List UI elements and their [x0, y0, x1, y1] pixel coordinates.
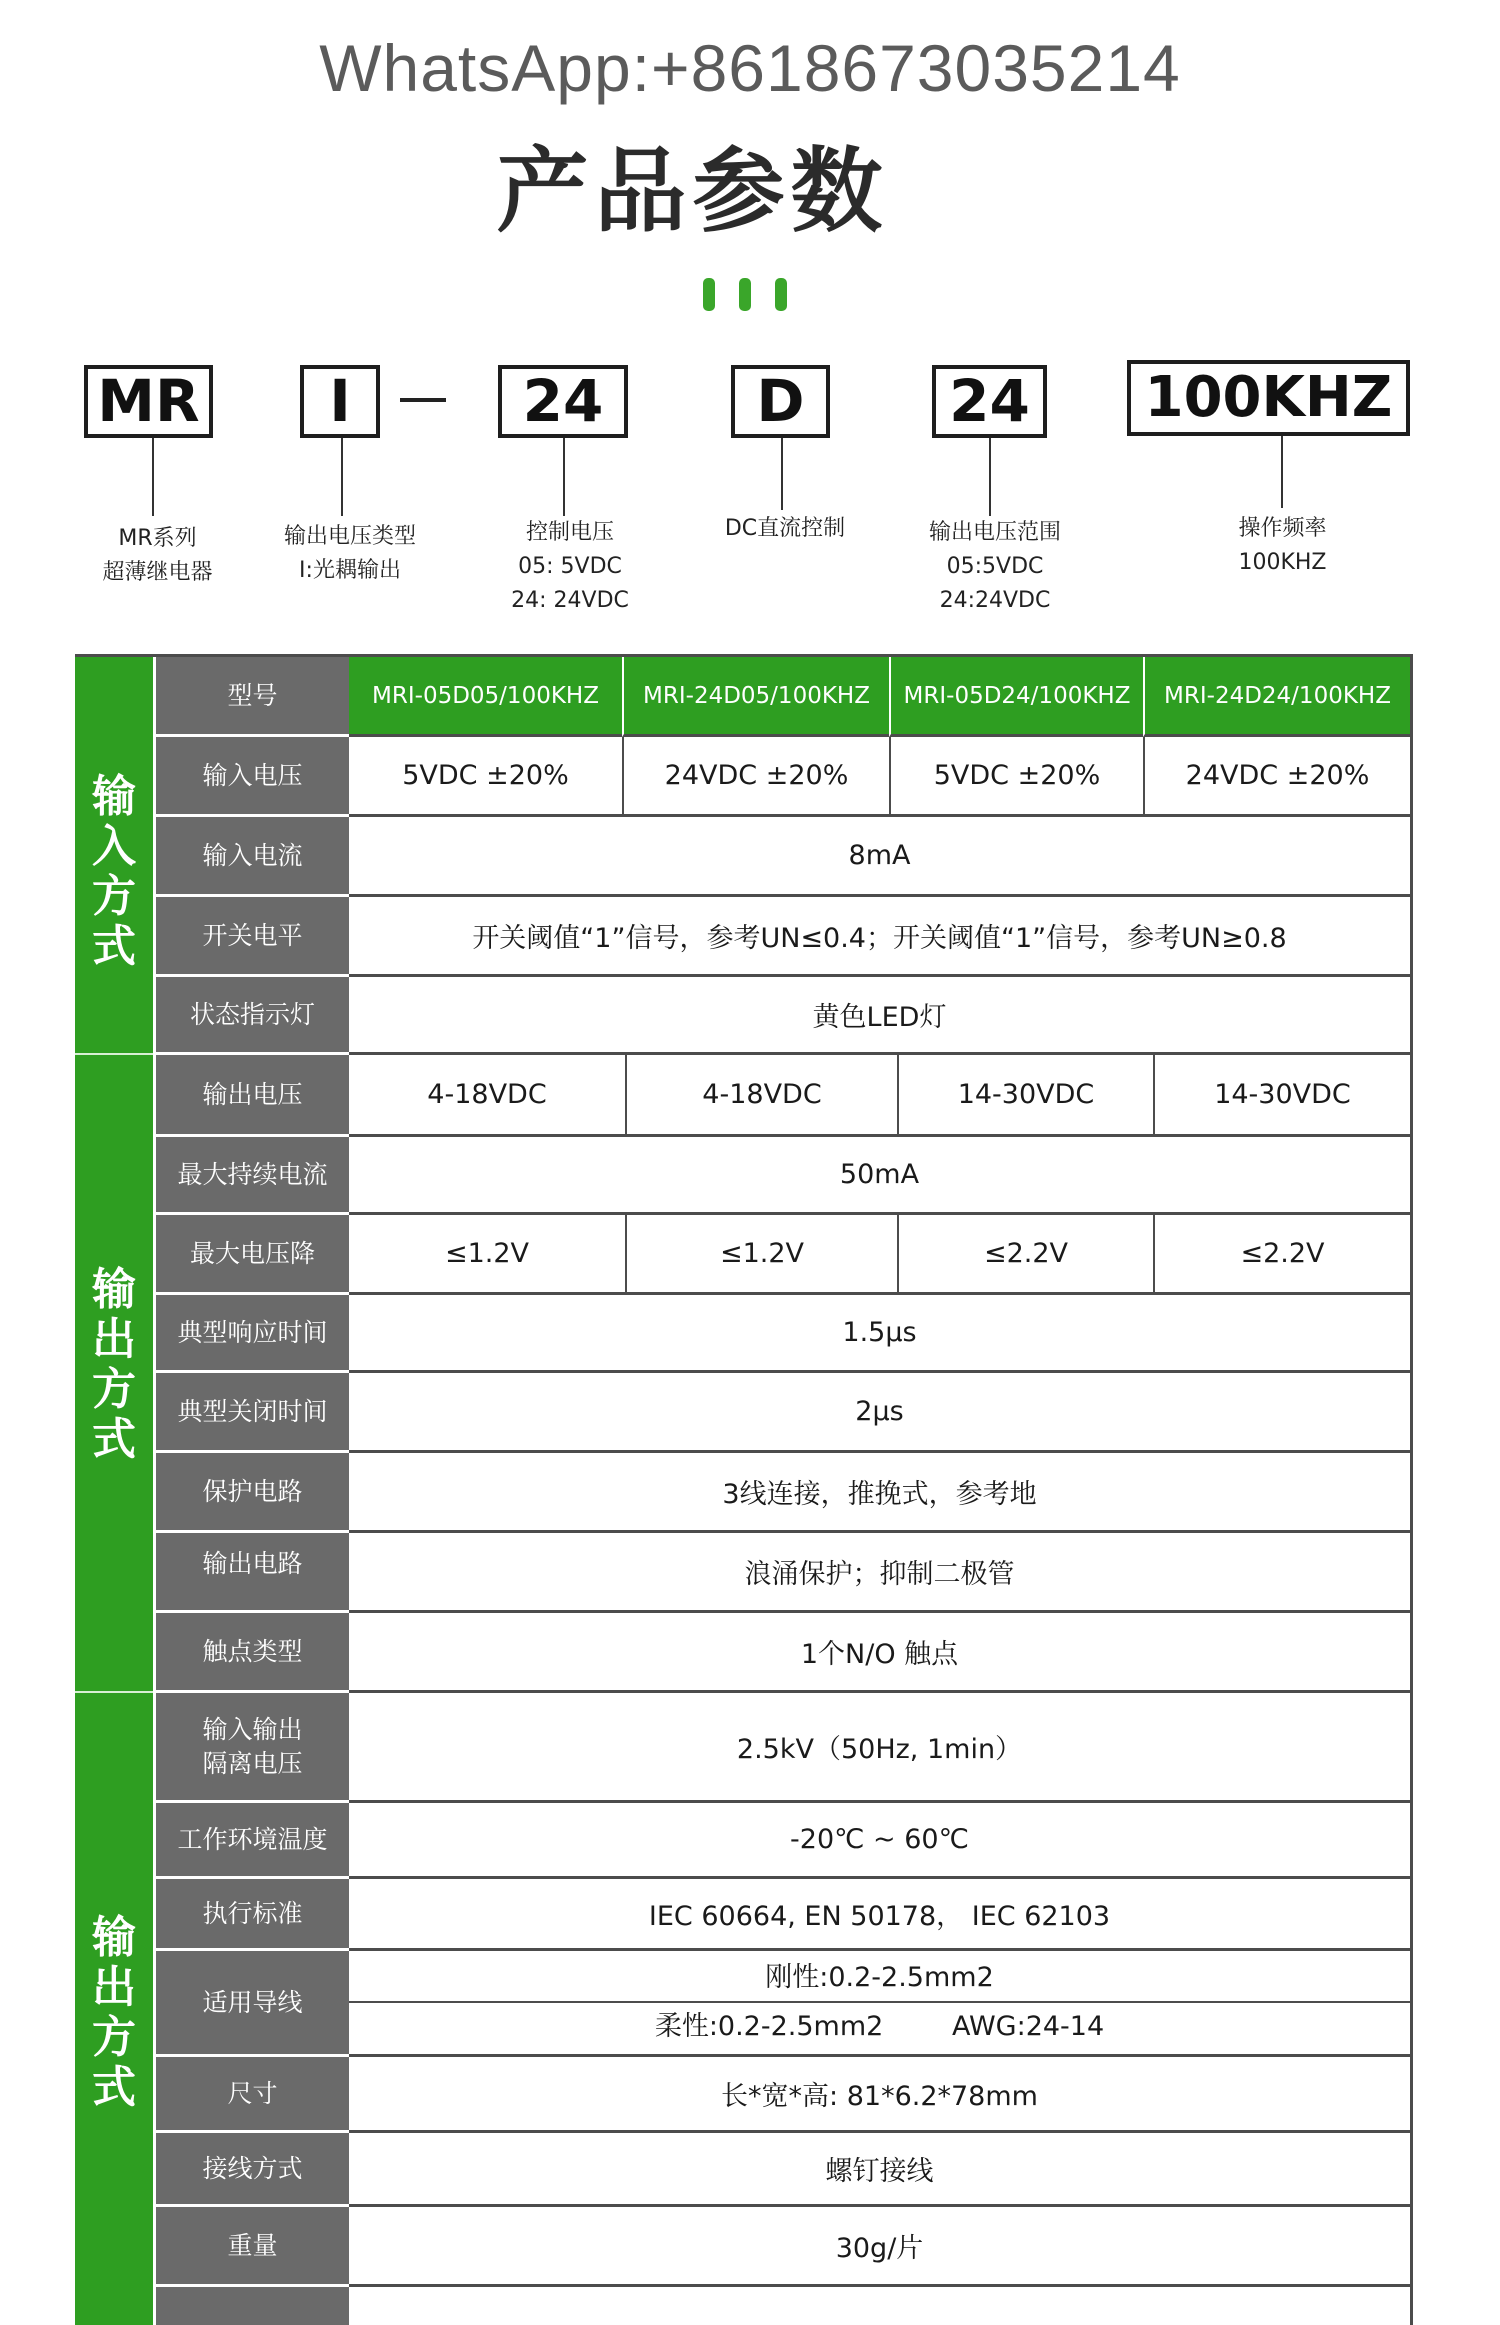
- indicator-value: 黄色LED灯: [349, 977, 1410, 1055]
- code-label-output-range: 输出电压范围 05:5VDC 24:24VDC: [928, 520, 1061, 613]
- code-connector: [781, 438, 783, 510]
- output-circuit-value: 浪涌保护；抑制二极管: [349, 1533, 1410, 1613]
- whatsapp-watermark: WhatsApp:+8618673035214: [319, 31, 1181, 105]
- input-current-value: 8mA: [349, 817, 1410, 897]
- isolation-value: 2.5kV（50Hz, 1min）: [349, 1693, 1410, 1803]
- input-voltage-cell: 5VDC ±20%: [349, 737, 622, 817]
- row-label-max-drop: 最大电压降: [156, 1215, 349, 1295]
- row-label-max-current: 最大持续电流: [156, 1137, 349, 1215]
- max-drop-cell: ≤1.2V: [349, 1215, 625, 1295]
- row-label-output-voltage: 输出电压: [156, 1055, 349, 1137]
- code-label-control-voltage: 控制电压 05: 5VDC 24: 24VDC: [511, 520, 629, 613]
- output-voltage-cell: 4-18VDC: [625, 1055, 897, 1137]
- switch-level-value: 开关阈值“1”信号，参考UN≤0.4；开关阈值“1”信号，参考UN≥0.8: [349, 897, 1410, 977]
- weight-value: 30g/片: [349, 2207, 1410, 2287]
- row-label-indicator: 状态指示灯: [156, 977, 349, 1055]
- code-box-output-range: 24: [932, 365, 1047, 438]
- code-connector: [152, 438, 154, 516]
- title-accent-dash: [703, 278, 715, 311]
- off-time-value: 2μs: [349, 1373, 1410, 1453]
- code-connector: [563, 438, 565, 516]
- row-label-input-current: 输入电流: [156, 817, 349, 897]
- section-input: [75, 657, 153, 1055]
- max-drop-cell: ≤2.2V: [897, 1215, 1153, 1295]
- output-voltage-cell: 14-30VDC: [1153, 1055, 1410, 1137]
- contact-type-value: 1个N/O 触点: [349, 1613, 1410, 1693]
- title-accent-dash: [775, 278, 787, 311]
- row-label-isolation: 输入输出 隔离电压: [156, 1693, 349, 1803]
- standard-value: IEC 60664, EN 50178， IEC 62103: [349, 1879, 1410, 1951]
- protection-value: 3线连接，推挽式，参考地: [349, 1453, 1410, 1533]
- wiring-value: 螺钉接线: [349, 2133, 1410, 2207]
- row-label-model: 型号: [156, 657, 349, 737]
- row-label-wiring: 接线方式: [156, 2133, 349, 2207]
- code-box-frequency: 100KHZ: [1127, 360, 1410, 436]
- row-label-protection: 保护电路: [156, 1453, 349, 1533]
- section-output: [75, 1055, 153, 1693]
- model-header: MRI-24D24/100KHZ: [1143, 657, 1410, 737]
- code-connector: [341, 438, 343, 516]
- code-label-output-type: 输出电压类型 I:光耦输出: [283, 524, 416, 583]
- input-voltage-cell: 5VDC ±20%: [889, 737, 1143, 817]
- section-general: [75, 1693, 153, 2325]
- row-label-standard: 执行标准: [156, 1879, 349, 1951]
- code-box-output-type: I: [300, 365, 380, 438]
- input-voltage-cell: 24VDC ±20%: [622, 737, 889, 817]
- row-label-off-time: 典型关闭时间: [156, 1373, 349, 1453]
- max-drop-cell: ≤2.2V: [1153, 1215, 1410, 1295]
- input-voltage-cell: 24VDC ±20%: [1143, 737, 1410, 817]
- code-label-series: MR系列 超薄继电器: [102, 526, 213, 585]
- code-hyphen: [400, 398, 446, 402]
- row-label-input-voltage: 输入电压: [156, 737, 349, 817]
- temperature-value: -20℃ ~ 60℃: [349, 1803, 1410, 1879]
- wire-flexible-value: 柔性:0.2-2.5mm2 AWG:24-14: [654, 2011, 1105, 2042]
- page-title: 产品参数: [496, 138, 889, 245]
- wire-rigid-value: 刚性:0.2-2.5mm2: [765, 1962, 994, 1993]
- response-time-value: 1.5μs: [349, 1295, 1410, 1373]
- wire-values: [349, 1951, 1410, 2057]
- section-output-label: 输出方式: [92, 1264, 136, 1465]
- section-general-label: 输出方式: [92, 1912, 136, 2113]
- code-box-control-voltage: 24: [498, 365, 628, 438]
- row-label-cropped: [156, 2287, 349, 2325]
- size-value: 长*宽*高: 81*6.2*78mm: [349, 2057, 1410, 2133]
- code-label-dc-control: DC直流控制: [724, 516, 846, 541]
- row-label-weight: 重量: [156, 2207, 349, 2287]
- title-accent-dash: [739, 278, 751, 311]
- row-label-output-circuit: 输出电路: [156, 1533, 349, 1613]
- code-connector: [989, 438, 991, 516]
- model-header: MRI-05D05/100KHZ: [349, 657, 622, 737]
- row-label-size: 尺寸: [156, 2057, 349, 2133]
- max-drop-cell: ≤1.2V: [625, 1215, 897, 1295]
- row-label-temperature: 工作环境温度: [156, 1803, 349, 1879]
- row-label-switch-level: 开关电平: [156, 897, 349, 977]
- code-connector: [1281, 436, 1283, 508]
- model-header: MRI-24D05/100KHZ: [622, 657, 889, 737]
- row-label-response-time: 典型响应时间: [156, 1295, 349, 1373]
- row-cropped: [349, 2287, 1410, 2325]
- spec-table: [75, 654, 1413, 2325]
- code-box-dc-control: D: [731, 365, 830, 438]
- row-label-wire: 适用导线: [156, 1951, 349, 2057]
- max-current-value: 50mA: [349, 1137, 1410, 1215]
- code-label-frequency: 操作频率 100KHZ: [1238, 516, 1327, 575]
- code-box-series: MR: [84, 365, 213, 438]
- row-label-contact-type: 触点类型: [156, 1613, 349, 1693]
- model-header: MRI-05D24/100KHZ: [889, 657, 1143, 737]
- section-input-label: 输入方式: [92, 771, 136, 972]
- output-voltage-cell: 4-18VDC: [349, 1055, 625, 1137]
- output-voltage-cell: 14-30VDC: [897, 1055, 1153, 1137]
